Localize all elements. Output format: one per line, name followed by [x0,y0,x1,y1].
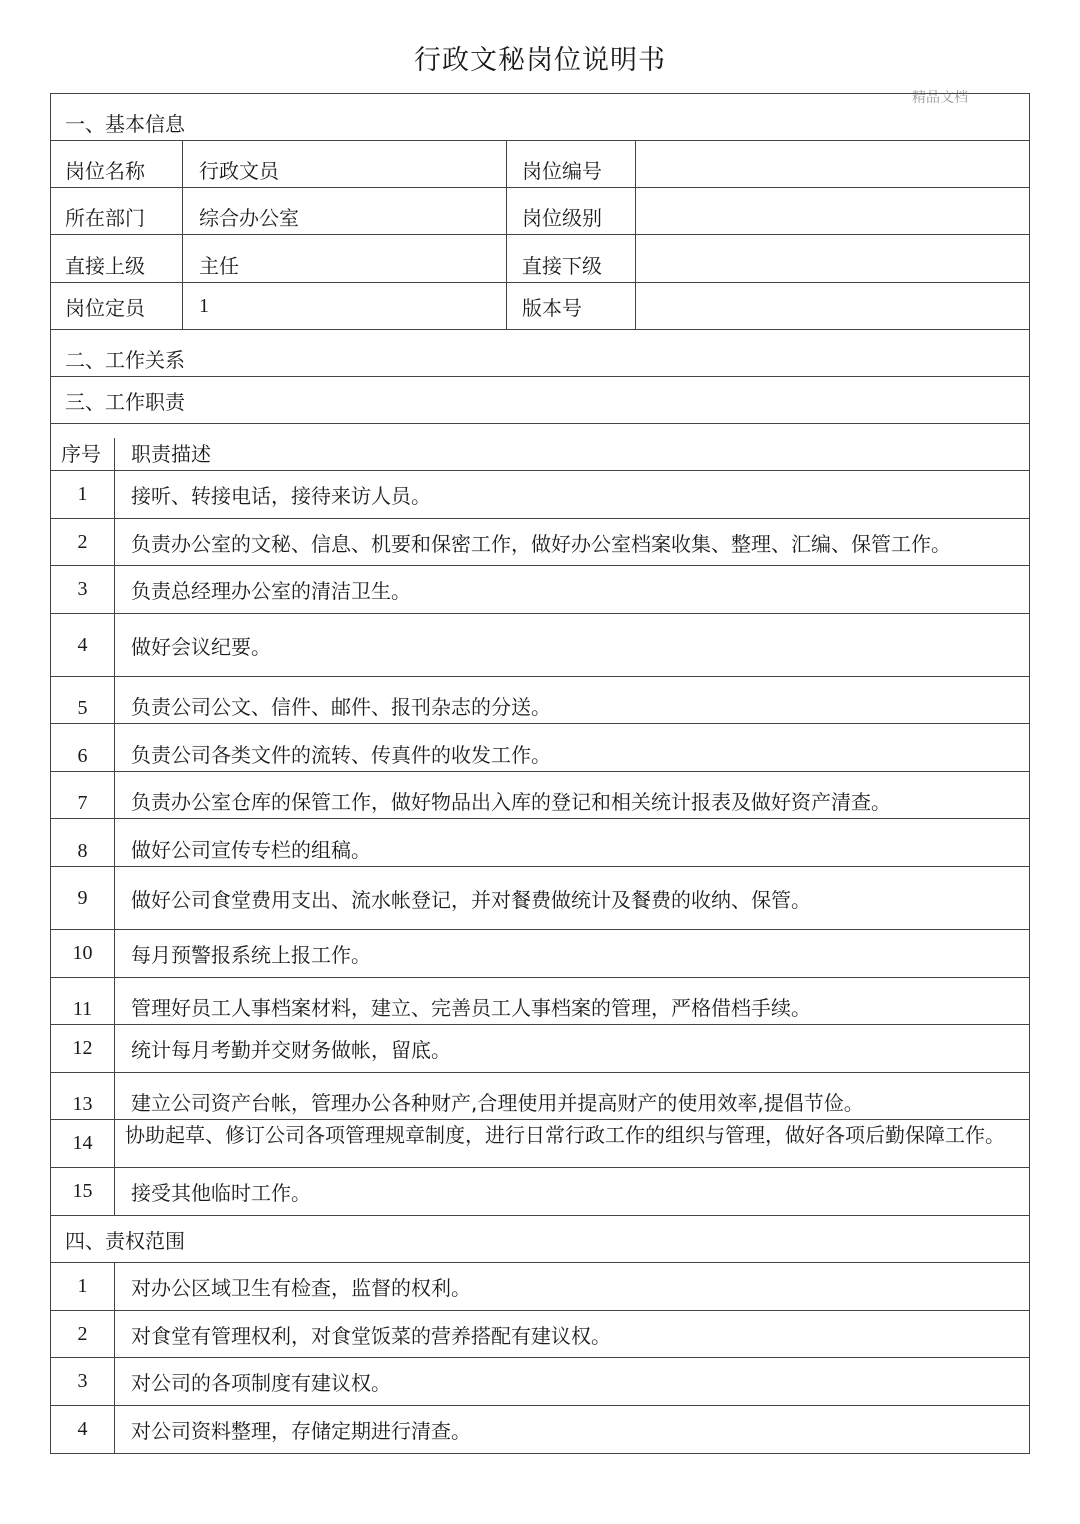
row-description: 接受其他临时工作。 [131,1181,311,1205]
info-label: 岗位编号 [522,159,602,183]
row-number: 4 [77,1418,88,1440]
table-row [51,772,1030,819]
row-description: 做好公司宣传专栏的组稿。 [131,838,371,862]
info-row [51,283,1030,330]
row-description: 统计每月考勤并交财务做帐，留底。 [131,1038,451,1062]
row-description: 做好公司食堂费用支出、流水帐登记，并对餐费做统计及餐费的收纳、保管。 [131,887,811,912]
info-label: 直接上级 [65,254,145,278]
row-description: 每月预警报系统上报工作。 [131,943,371,967]
row-number: 10 [72,942,93,964]
info-value: 主任 [199,254,239,278]
row-description: 管理好员工人事档案材料，建立、完善员工人事档案的管理，严格借档手续。 [131,996,811,1020]
table-row [51,1358,1030,1406]
row-number: 11 [72,998,93,1020]
row-description: 接听、转接电话，接待来访人员。 [131,484,431,508]
table-row [51,978,1030,1025]
section-title: 二、工作关系 [65,348,185,372]
row-number: 3 [77,578,88,600]
row-number: 5 [77,697,88,719]
row-number: 9 [77,886,88,909]
column-header-desc: 职责描述 [131,442,211,466]
row-number: 6 [77,745,88,767]
info-row [51,141,1030,188]
table-row [51,1406,1030,1454]
info-label: 岗位名称 [65,159,145,183]
column-header-no: 序号 [61,442,101,466]
info-label: 版本号 [522,295,582,320]
table-row [51,1073,1030,1120]
table-row [51,614,1030,677]
table-row [51,519,1030,566]
table-row [51,1025,1030,1073]
row-number: 2 [77,530,88,553]
section-title: 三、工作职责 [65,389,185,414]
info-label: 岗位级别 [522,206,602,230]
section-heading-basic-info [51,94,1030,141]
section-title: 四、责权范围 [65,1228,185,1253]
row-description: 做好会议纪要。 [131,634,271,659]
row-number: 3 [77,1370,88,1392]
info-label: 直接下级 [522,254,602,278]
row-description: 对公司资料整理，存储定期进行清查。 [131,1419,471,1443]
table-row [51,930,1030,978]
table-row [51,867,1030,930]
row-description: 对公司的各项制度有建议权。 [131,1371,391,1395]
table-row [51,471,1030,519]
section-heading-relations [51,330,1030,377]
table-row [51,566,1030,614]
document-title: 行政文秘岗位说明书 [414,45,666,76]
row-number: 15 [72,1180,93,1202]
row-description: 负责总经理办公室的清洁卫生。 [131,579,411,603]
job-description-table [50,93,1030,1454]
table-row [51,677,1030,724]
watermark: 精品文档 [912,90,968,106]
info-value: 行政文员 [199,159,279,183]
info-row [51,235,1030,283]
row-number: 2 [77,1322,88,1345]
info-label: 岗位定员 [65,295,145,320]
table-row [51,1168,1030,1216]
row-number: 1 [77,1275,88,1297]
section-heading-duties [51,377,1030,424]
row-description: 负责办公室的文秘、信息、机要和保密工作，做好办公室档案收集、整理、汇编、保管工作。 [131,531,951,556]
row-number: 4 [77,633,88,656]
row-number: 1 [77,483,88,505]
table-row [51,1120,1030,1168]
info-row [51,188,1030,235]
row-description: 对办公区域卫生有检查，监督的权利。 [131,1276,471,1300]
info-value: 1 [199,294,209,317]
table-row [51,819,1030,867]
section-heading-authority [51,1216,1030,1263]
duties-header-row [51,424,1030,471]
row-description: 对食堂有管理权利，对食堂饭菜的营养搭配有建议权。 [131,1323,611,1348]
row-description: 负责办公室仓库的保管工作，做好物品出入库的登记和相关统计报表及做好资产清查。 [131,790,891,814]
row-description: 建立公司资产台帐，管理办公各种财产,合理使用并提高财产的使用效率,提倡节俭。 [131,1091,864,1115]
row-number: 7 [77,792,88,814]
section-title: 一、基本信息 [65,112,185,136]
row-number: 12 [72,1037,93,1059]
row-description: 协助起草、修订公司各项管理规章制度，进行日常行政工作的组织与管理，做好各项后勤保障工作。 [125,1123,1005,1147]
info-value: 综合办公室 [199,206,299,230]
row-description: 负责公司公文、信件、邮件、报刊杂志的分送。 [131,695,551,719]
table-row [51,1311,1030,1358]
table-row [51,1263,1030,1311]
row-number: 13 [72,1093,93,1115]
table-row [51,724,1030,772]
row-description: 负责公司各类文件的流转、传真件的收发工作。 [131,743,551,767]
info-label: 所在部门 [65,206,145,230]
row-number: 8 [77,840,88,862]
row-number: 14 [72,1132,93,1154]
